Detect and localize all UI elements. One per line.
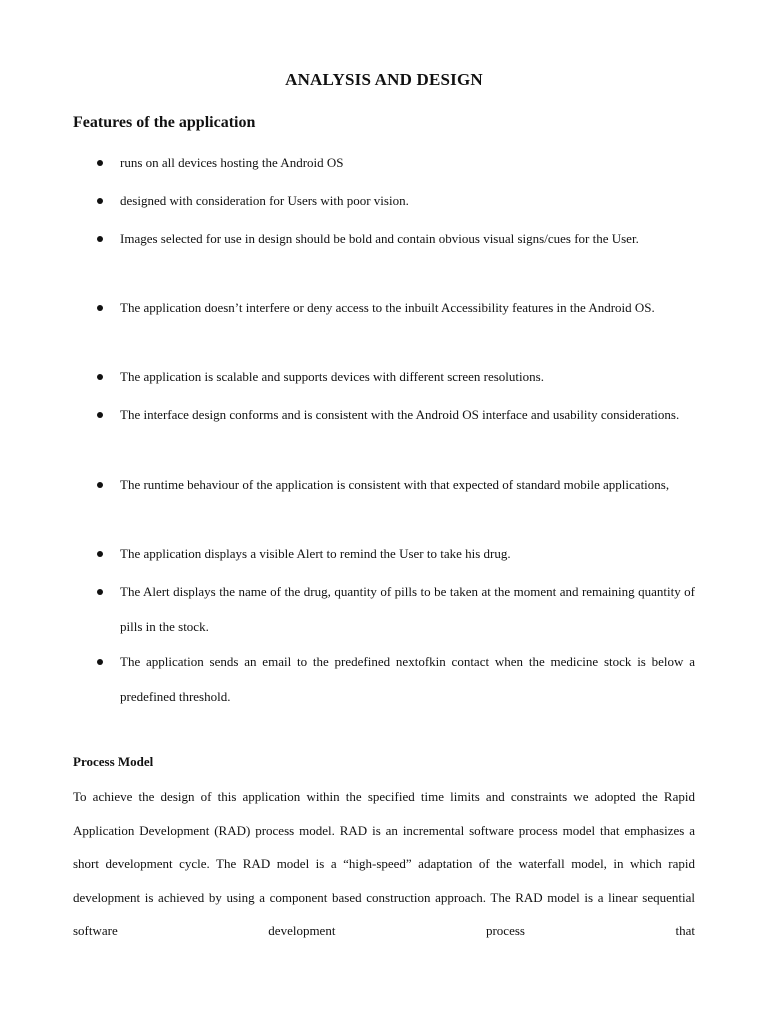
list-item-text: Images selected for use in design should be bold and contain obvious visual signs/cues for the User.: [120, 231, 639, 246]
list-item-text: The application sends an email to the predefined nextofkin contact when the medicine stock is below a predefined threshold.: [120, 654, 695, 704]
bullet-icon: [97, 482, 103, 488]
list-item: [120, 146, 695, 181]
process-model-heading: Process Model: [73, 754, 154, 769]
list-item: [120, 184, 695, 219]
process-model-paragraph: To achieve the design of this application within the specified time limits and constraints we adopted the Rapid Application Development (RAD) process model. RAD is an incremental software process model that emphasizes a short development cycle. The RAD model is a “high-speed” adaptation of the waterfall model, in which rapid development is achieved by using a component based construction approach. The RAD model is a linear sequential software development process that: [73, 789, 695, 938]
bullet-icon: [97, 551, 103, 557]
list-item-text: runs on all devices hosting the Android OS: [120, 155, 344, 170]
list-item-text: The Alert displays the name of the drug, quantity of pills to be taken at the moment and remaining quantity of pills in the stock.: [120, 584, 695, 634]
list-item-text: The runtime behaviour of the application is consistent with that expected of standard mobile applications,: [120, 477, 670, 492]
bullet-icon: [97, 198, 103, 204]
bullet-icon: [97, 589, 103, 595]
bullet-icon: [97, 236, 103, 242]
list-item: [120, 398, 695, 433]
bullet-icon: [97, 412, 103, 418]
list-item-text: The application is scalable and supports devices with different screen resolutions.: [120, 369, 544, 384]
list-item-text: The interface design conforms and is consistent with the Android OS interface and usability considerations.: [120, 407, 680, 422]
page-title: ANALYSIS AND DESIGN: [285, 70, 483, 89]
bullet-icon: [97, 659, 103, 665]
bullet-icon: [97, 160, 103, 166]
features-heading: Features of the application: [73, 114, 256, 131]
list-item: [120, 645, 695, 714]
list-item: [120, 222, 695, 257]
list-item-text: designed with consideration for Users with poor vision.: [120, 193, 409, 208]
list-item-text: The application displays a visible Alert to remind the User to take his drug.: [120, 546, 511, 561]
list-item: [120, 468, 695, 503]
list-item: [120, 291, 695, 326]
list-item-text: The application doesn’t interfere or deny access to the inbuilt Accessibility features in the Android OS.: [120, 300, 655, 315]
list-item: [120, 360, 695, 395]
bullet-icon: [97, 305, 103, 311]
list-item: [120, 575, 695, 644]
bullet-icon: [97, 374, 103, 380]
list-item: [120, 537, 695, 572]
